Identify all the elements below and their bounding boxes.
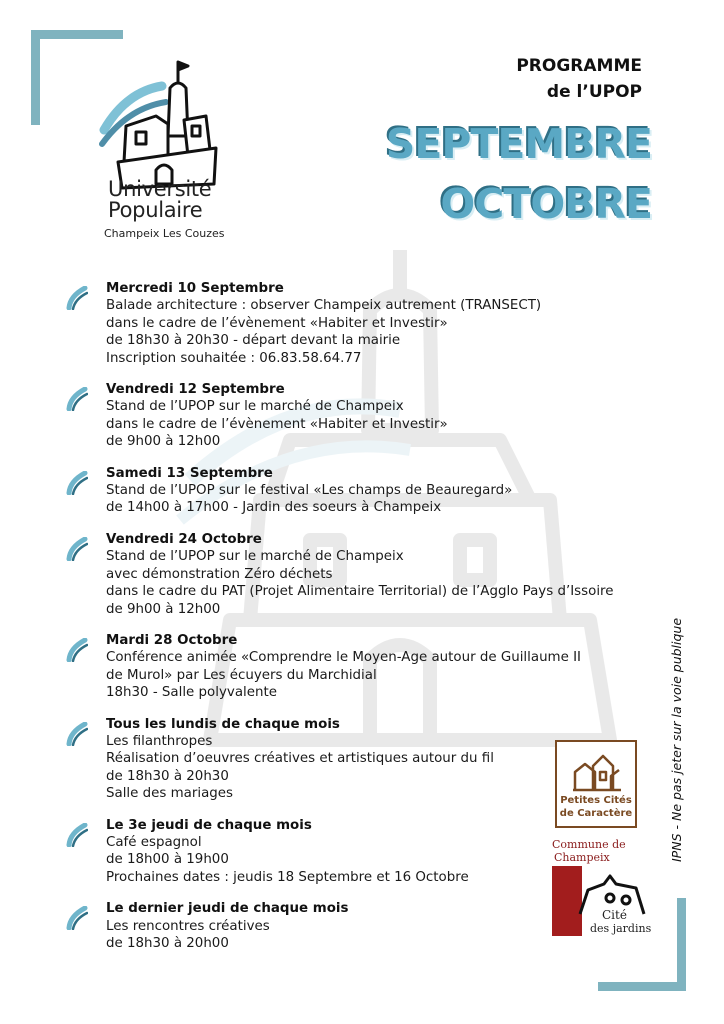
event-detail-line: Stand de l’UPOP sur le marché de Champeix xyxy=(106,399,404,415)
event-detail-line: Réalisation d’oeuvres créatives et artistiques autour du fil xyxy=(106,751,494,767)
logo-subtitle: Champeix Les Couzes xyxy=(104,227,225,240)
swoosh-bullet-icon xyxy=(66,823,88,847)
event-detail-line: Stand de l’UPOP sur le marché de Champeix xyxy=(106,549,404,565)
event-detail-line: de 18h00 à 19h00 xyxy=(106,852,229,868)
event-detail-line: avec démonstration Zéro déchets xyxy=(106,566,333,582)
commune-line4: des jardins xyxy=(590,922,652,935)
commune-line3: Cité xyxy=(602,908,627,922)
event-item xyxy=(66,465,666,517)
frame-corner-bottom-right-vertical xyxy=(677,898,686,991)
event-detail-line: 18h30 - Salle polyvalente xyxy=(106,685,277,701)
event-detail-line: Salle des mariages xyxy=(106,786,234,802)
petites-cites-line2: de Caractère xyxy=(559,808,633,819)
event-title: Tous les lundis de chaque mois xyxy=(106,716,340,732)
frame-corner-bottom-right xyxy=(598,982,686,991)
event-item xyxy=(66,531,666,618)
event-detail-line: de 9h00 à 12h00 xyxy=(106,434,221,450)
event-title: Le dernier jeudi de chaque mois xyxy=(106,901,349,917)
commune-line2: Champeix xyxy=(554,851,610,864)
event-detail-line: dans le cadre du PAT (Projet Alimentaire Territorial) de l’Agglo Pays d’Issoire xyxy=(106,584,614,600)
petites-cites-badge xyxy=(555,740,637,828)
frame-corner-top-left xyxy=(31,30,123,39)
event-item xyxy=(66,632,666,702)
event-item xyxy=(66,280,666,367)
event-title: Mercredi 10 Septembre xyxy=(106,281,284,296)
programme-title: PROGRAMME xyxy=(516,56,642,76)
event-detail-line: de 18h30 à 20h30 xyxy=(106,768,229,784)
commune-line1: Commune de xyxy=(552,838,626,851)
event-title: Samedi 13 Septembre xyxy=(106,465,273,481)
commune-champeix-badge xyxy=(550,838,660,944)
village-houses-icon xyxy=(571,750,623,792)
frame-corner-top-left-vertical xyxy=(31,30,40,125)
ipns-notice: IPNS - Ne pas jeter sur la voie publique xyxy=(669,617,684,862)
event-detail-line: de 9h00 à 12h00 xyxy=(106,601,221,617)
logo-name-line2: Populaire xyxy=(108,198,203,222)
logo-name-line1: Université xyxy=(108,177,212,201)
event-item xyxy=(66,381,666,451)
swoosh-bullet-icon xyxy=(66,387,88,411)
petites-cites-line1: Petites Cités xyxy=(560,795,632,806)
swoosh-bullet-icon xyxy=(66,638,88,662)
event-title: Vendredi 12 Septembre xyxy=(106,382,285,398)
swoosh-bullet-icon xyxy=(66,471,88,495)
month-heading-2: OCTOBRE xyxy=(440,180,652,228)
programme-subtitle: de l’UPOP xyxy=(546,82,642,102)
swoosh-bullet-icon xyxy=(66,906,88,930)
event-detail-line: Conférence animée «Comprendre le Moyen-Age autour de Guillaume II xyxy=(106,650,581,666)
event-detail-line: Café espagnol xyxy=(106,834,202,850)
event-detail-line: dans le cadre de l’évènement «Habiter et Investir» xyxy=(106,416,448,432)
upop-castle-logo-icon xyxy=(96,52,236,192)
event-title: Mardi 28 Octobre xyxy=(106,632,238,648)
event-detail-line: Inscription souhaitée : 06.83.58.64.77 xyxy=(106,350,362,366)
event-detail-line: de Murol» par Les écuyers du Marchidial xyxy=(106,667,377,683)
event-detail-line: dans le cadre de l’évènement «Habiter et Investir» xyxy=(106,315,448,331)
event-detail-line: Stand de l’UPOP sur le festival «Les champs de Beauregard» xyxy=(106,483,513,499)
swoosh-bullet-icon xyxy=(66,537,88,561)
event-detail-line: Les rencontres créatives xyxy=(106,918,270,934)
event-title: Vendredi 24 Octobre xyxy=(106,531,262,547)
event-detail-line: de 18h30 à 20h00 xyxy=(106,936,229,951)
event-detail-line: de 14h00 à 17h00 - Jardin des soeurs à Champeix xyxy=(106,500,442,516)
event-detail-line: Balade architecture : observer Champeix autrement (TRANSECT) xyxy=(106,298,542,314)
event-detail-line: Les filanthropes xyxy=(106,733,213,749)
event-title: Le 3e jeudi de chaque mois xyxy=(106,817,312,833)
event-detail-line: de 18h30 à 20h30 - départ devant la mairie xyxy=(106,333,401,349)
swoosh-bullet-icon xyxy=(66,286,88,310)
month-heading-1: SEPTEMBRE xyxy=(385,120,652,168)
event-detail-line: Prochaines dates : jeudis 18 Septembre et 16 Octobre xyxy=(106,869,469,885)
swoosh-bullet-icon xyxy=(66,722,88,746)
